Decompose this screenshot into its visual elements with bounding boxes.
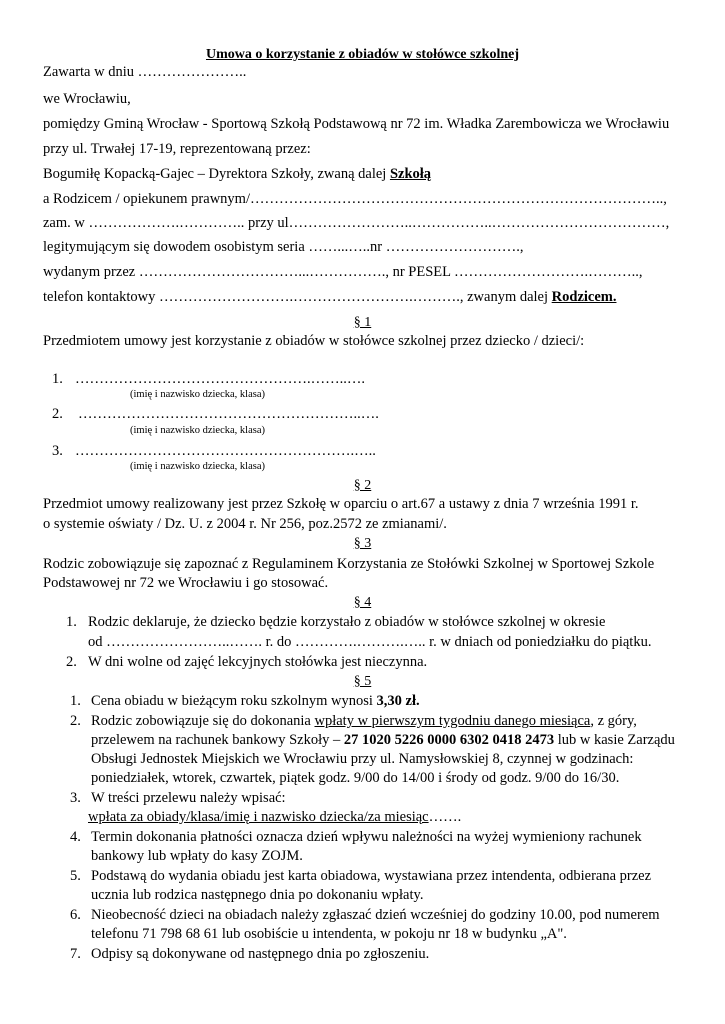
- parent-address-line: zam. w ……………….………….. przy ul……………………..……………..………………………………,: [43, 215, 670, 231]
- child-1-field: ………………………………………….……..….: [75, 371, 365, 387]
- s4-item-1-number: 1.: [66, 614, 77, 630]
- parent-phone-line: [43, 288, 616, 306]
- section-2-line-2: o systemie oświaty / Dz. U. z 2004 r. Nr 256, poz.2572 ze zmianami/.: [43, 516, 447, 532]
- bank-account-number: 27 1020 5226 0000 6302 0418 2473: [343, 732, 555, 748]
- section-1-text: Przedmiotem umowy jest korzystanie z obiadów w stołówce szkolnej przez dziecko / dzieci/:: [43, 333, 585, 349]
- s5-item-6-number: 6.: [70, 907, 81, 923]
- s5-item-3-number: 3.: [70, 790, 81, 806]
- section-3-line-2: Podstawowej nr 72 we Wrocławiu i go stosować.: [43, 575, 329, 591]
- section-1-heading: § 1: [353, 315, 372, 330]
- payment-text: Rodzic zobowiązuje się do dokonania: [91, 713, 315, 729]
- school-term: Szkołą: [389, 166, 432, 182]
- s5-item-1-line: [91, 692, 420, 710]
- section-3-line-1: Rodzic zobowiązuje się zapoznać z Regulaminem Korzystania ze Stołówki Szkolnej w Sportowej Szkole: [43, 556, 655, 572]
- s5-item-6-line-2: telefonu 71 798 68 61 lub osobiście u intendenta, w pokoju nr 18 w budynku „A".: [91, 926, 567, 942]
- s5-item-5-line-1: Podstawą do wydania obiadu jest karta obiadowa, wystawiana przez intendenta, odbierana przez: [91, 868, 652, 884]
- s5-item-4-line-2: bankowy lub wpłaty do kasy ZOJM.: [91, 848, 303, 864]
- s5-item-2-line-3: Obsługi Jednostek Miejskich we Wrocławiu przy ul. Namysłowskiej 8, czynnej w godzinach:: [91, 751, 634, 767]
- representative-text: Bogumiłę Kopacką-Gajec – Dyrektora Szkoły, zwaną dalej: [43, 166, 390, 182]
- child-1-hint: (imię i nazwisko dziecka, klasa): [130, 389, 265, 400]
- s4-item-1-line-2: od ……………………..……. r. do ………….……….….. r. w dniach od poniedziałku do piątku.: [88, 634, 652, 650]
- parent-name-line: a Rodzicem / opiekunem prawnym/…………………………………………………………………………..,: [43, 191, 667, 207]
- contract-date-line: Zawarta w dniu …………………..: [43, 64, 247, 80]
- s5-item-2-number: 2.: [70, 713, 81, 729]
- s5-item-3-line-2: [88, 808, 461, 826]
- child-2-field: …………………………………………………..….: [78, 406, 379, 422]
- s5-item-3-line-1: W treści przelewu należy wpisać:: [91, 790, 286, 806]
- price-text: Cena obiadu w bieżącym roku szkolnym wynosi: [91, 693, 377, 709]
- child-1-number: 1.: [52, 371, 63, 387]
- section-2-heading: § 2: [353, 478, 372, 493]
- payment-text-end: , z góry,: [590, 713, 637, 729]
- payment-deadline: wpłaty w pierwszym tygodniu danego miesiąca: [314, 713, 591, 729]
- s4-item-2-number: 2.: [66, 654, 77, 670]
- child-2-hint: (imię i nazwisko dziecka, klasa): [130, 425, 265, 436]
- s4-item-2-line-1: W dni wolne od zajęć lekcyjnych stołówka jest nieczynna.: [88, 654, 428, 670]
- child-3-number: 3.: [52, 443, 63, 459]
- section-4-heading: § 4: [353, 595, 372, 610]
- transfer-title-format: wpłata za obiady/klasa/imię i nazwisko dziecka/za miesiąc: [88, 809, 429, 825]
- party-school-line: pomiędzy Gminą Wrocław - Sportową Szkołą Podstawową nr 72 im. Władka Zarembowicza we Wrocławiu: [43, 116, 670, 132]
- section-2-line-1: Przedmiot umowy realizowany jest przez Szkołę w oparciu o art.67 a ustawy z dnia 7 września 1991 r.: [43, 496, 639, 512]
- document-title: Umowa o korzystanie z obiadów w stołówce szkolnej: [205, 47, 520, 62]
- s5-item-2-line-1: [91, 712, 637, 730]
- parent-pesel-line: wydanym przez ……………………………...……………., nr PESEL ……………………….………..,: [43, 264, 643, 280]
- section-3-heading: § 3: [353, 536, 372, 551]
- parent-id-line: legitymującym się dowodem osobistym seria ……...…..nr ……………………….,: [43, 239, 524, 255]
- parent-term: Rodzicem.: [551, 289, 617, 305]
- phone-text: telefon kontaktowy ……………………….…………………….………., zwanym dalej: [43, 289, 552, 305]
- transfer-text-end: lub w kasie Zarządu: [554, 732, 675, 748]
- s5-item-1-number: 1.: [70, 693, 81, 709]
- s5-item-4-line-1: Termin dokonania płatności oznacza dzień wpływu należności na wyżej wymieniony rachunek: [91, 829, 642, 845]
- s5-item-4-number: 4.: [70, 829, 81, 845]
- transfer-text: przelewem na rachunek bankowy Szkoły –: [91, 732, 344, 748]
- meal-price: 3,30 zł.: [376, 693, 420, 709]
- transfer-title-dots: …….: [428, 809, 462, 825]
- school-representative-line: [43, 165, 431, 183]
- section-5-heading: § 5: [353, 674, 372, 689]
- child-2-number: 2.: [52, 406, 63, 422]
- s5-item-5-line-2: ucznia lub rodzica następnego dnia po dokonaniu wpłaty.: [91, 887, 424, 903]
- s5-item-2-line-4: poniedziałek, wtorek, czwartek, piątek godz. 9/00 do 14/00 i środy od godz. 9/00 do 16/30.: [91, 770, 620, 786]
- school-address-line: przy ul. Trwałej 17-19, reprezentowaną przez:: [43, 141, 311, 157]
- s5-item-7-number: 7.: [70, 946, 81, 962]
- child-3-field: ………………………………………………….…..: [75, 443, 376, 459]
- child-3-hint: (imię i nazwisko dziecka, klasa): [130, 461, 265, 472]
- s5-item-7-line-1: Odpisy są dokonywane od następnego dnia po zgłoszeniu.: [91, 946, 430, 962]
- s5-item-2-line-2: [91, 731, 675, 749]
- s4-item-1-line-1: Rodzic deklaruje, że dziecko będzie korzystało z obiadów w stołówce szkolnej w okresie: [88, 614, 606, 630]
- s5-item-6-line-1: Nieobecność dzieci na obiadach należy zgłaszać dzień wcześniej do godziny 10.00, pod numerem: [91, 907, 660, 923]
- contract-place-line: we Wrocławiu,: [43, 91, 131, 107]
- s5-item-5-number: 5.: [70, 868, 81, 884]
